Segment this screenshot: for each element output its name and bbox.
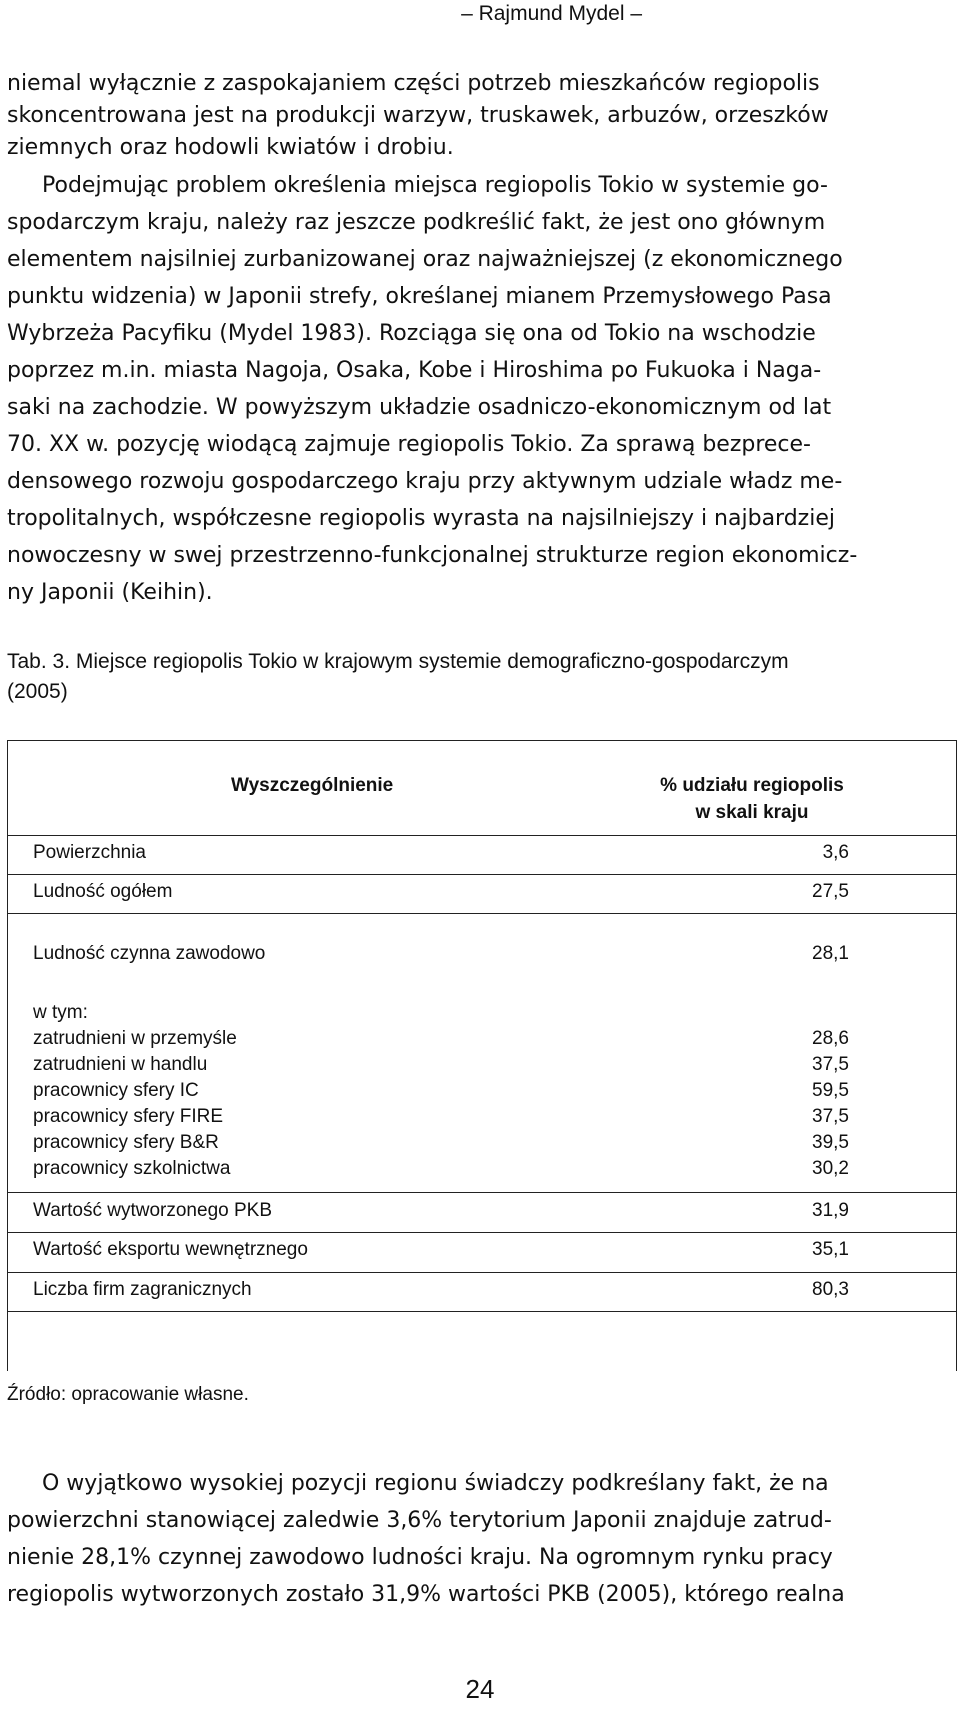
body-text-line: ziemnych oraz hodowli kwiatów i drobiu. [7,135,454,160]
body-text-line: 70. XX w. pozycję wiodącą zajmuje regiopolis Tokio. Za sprawą bezprece- [7,432,811,457]
table-caption: (2005) [7,680,68,703]
body-text-line: nowoczesny w swej przestrzenno-funkcjonalnej strukturze region ekonomicz- [7,543,858,568]
body-text-line: Wybrzeża Pacyfiku (Mydel 1983). Rozciąga się ona od Tokio na wschodzie [7,321,816,346]
body-text-line: elementem najsilniej zurbanizowanej oraz najważniejszej (z ekonomicznego [7,247,843,272]
body-text-line: nienie 28,1% czynnej zawodowo ludności kraju. Na ogromnym rynku pracy [7,1545,833,1570]
column-header-share: w skali kraju [695,802,809,823]
table-row-value: 30,2 [812,1158,849,1179]
column-header-description: Wyszczególnienie [231,775,394,796]
table-row-value: 80,3 [812,1279,849,1300]
table-row-label: zatrudnieni w handlu [33,1054,208,1075]
body-text-line: densowego rozwoju gospodarczego kraju przy aktywnym udziale władz me- [7,469,843,494]
table-row-label: Wartość eksportu wewnętrznego [33,1239,308,1260]
table-rule [7,913,957,914]
table-rule [7,740,957,741]
table-rule [7,1192,957,1193]
table-row-label: pracownicy szkolnictwa [33,1158,231,1179]
table-row-value: 3,6 [822,842,849,863]
table-row-label: Wartość wytworzonego PKB [33,1200,272,1221]
table-row-value: 37,5 [812,1054,849,1075]
body-text-line: poprzez m.in. miasta Nagoja, Osaka, Kobe i Hiroshima po Fukuoka i Naga- [7,358,822,383]
body-text-line: niemal wyłącznie z zaspokajaniem części potrzeb mieszkańców regiopolis [7,71,820,96]
data-table [7,740,957,1371]
body-text-line: O wyjątkowo wysokiej pozycji regionu świadczy podkreślany fakt, że na [42,1471,829,1496]
table-row-label: Liczba firm zagranicznych [33,1279,252,1300]
table-rule [7,1311,957,1312]
table-caption: Tab. 3. Miejsce regiopolis Tokio w krajowym systemie demograficzno-gospodarczym [7,650,789,673]
table-row-label: w tym: [33,1002,88,1023]
table-row-label: Ludność czynna zawodowo [33,943,266,964]
running-head-text: – Rajmund Mydel – [461,2,642,25]
table-row-label: zatrudnieni w przemyśle [33,1028,237,1049]
body-text-line: punktu widzenia) w Japonii strefy, określanej mianem Przemysłowego Pasa [7,284,832,309]
body-text-line: tropolitalnych, współczesne regiopolis wyrasta na najsilniejszy i najbardziej [7,506,835,531]
table-row-value: 35,1 [812,1239,849,1260]
body-text-line: regiopolis wytworzonych zostało 31,9% wartości PKB (2005), którego realna [7,1582,845,1607]
column-header-share: % udziału regiopolis [660,775,844,796]
table-row-value: 39,5 [812,1132,849,1153]
table-row-value: 28,6 [812,1028,849,1049]
page-number: 24 [465,1674,495,1704]
table-row-label: Powierzchnia [33,842,146,863]
table-row-label: pracownicy sfery B&R [33,1132,219,1153]
table-rule [7,874,957,875]
table-source-note: Źródło: opracowanie własne. [7,1384,249,1405]
table-rule [7,835,957,836]
table-row-value: 28,1 [812,943,849,964]
table-row-value: 37,5 [812,1106,849,1127]
table-row-value: 27,5 [812,881,849,902]
body-text-line: skoncentrowana jest na produkcji warzyw, truskawek, arbuzów, orzeszków [7,103,829,128]
table-row-label: pracownicy sfery IC [33,1080,199,1101]
running-head [0,0,960,30]
table-rule [7,1272,957,1273]
table-row-value: 59,5 [812,1080,849,1101]
body-text-line: powierzchni stanowiącej zaledwie 3,6% terytorium Japonii znajduje zatrud- [7,1508,832,1533]
body-text-line: saki na zachodzie. W powyższym układzie osadniczo-ekonomicznym od lat [7,395,832,420]
body-text-line: Podejmując problem określenia miejsca regiopolis Tokio w systemie go- [42,173,828,198]
table-row-label: Ludność ogółem [33,881,173,902]
body-text-line: ny Japonii (Keihin). [7,580,213,605]
body-text-line: spodarczym kraju, należy raz jeszcze podkreślić fakt, że jest ono głównym [7,210,826,235]
table-row-label: pracownicy sfery FIRE [33,1106,224,1127]
table-row-value: 31,9 [812,1200,849,1221]
table-rule [7,1232,957,1233]
